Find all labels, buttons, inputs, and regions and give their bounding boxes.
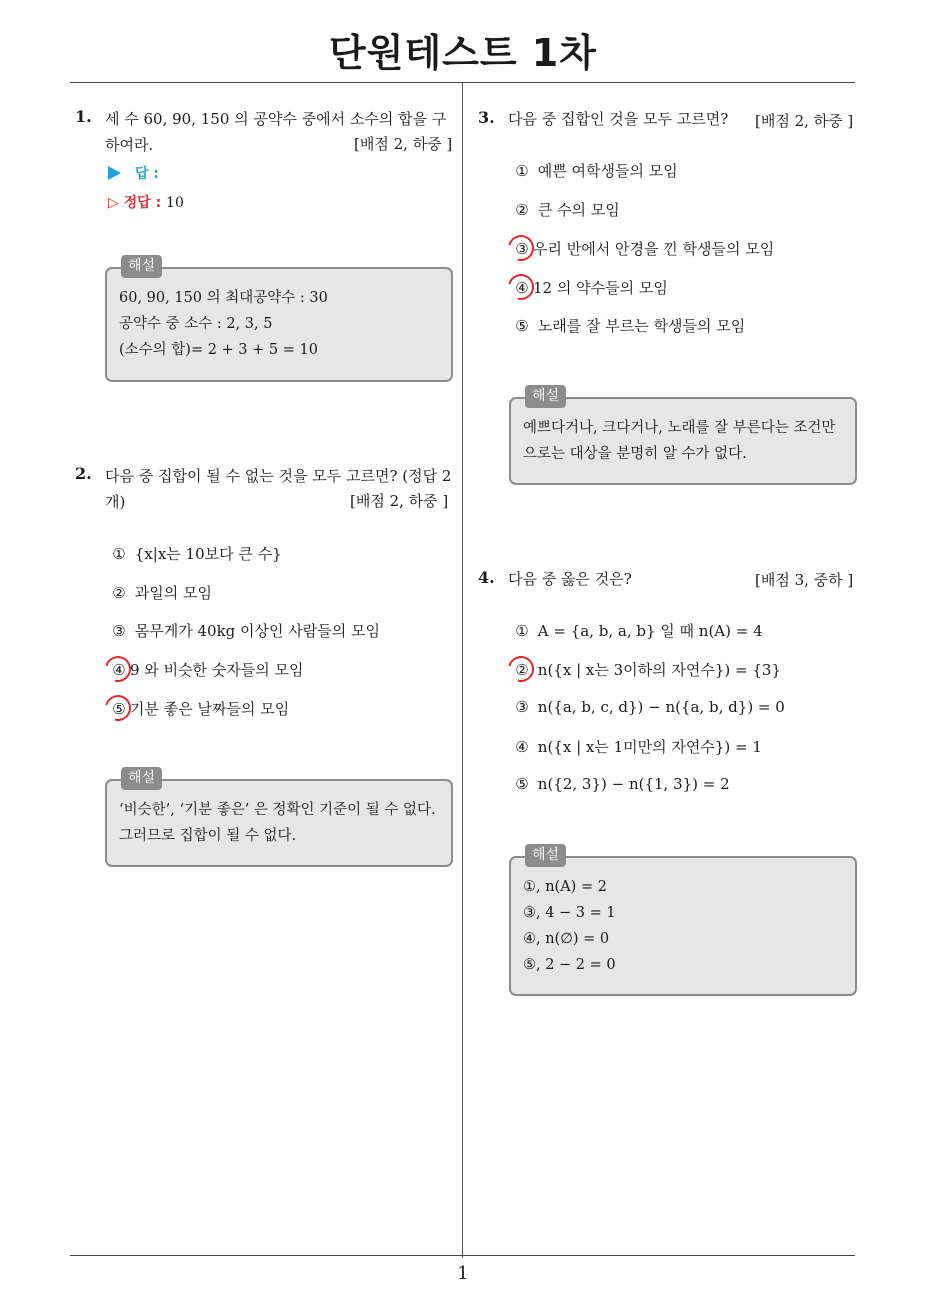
explanation-box [509,388,857,485]
answer-field[interactable] [108,163,159,183]
selected-circle-icon [503,230,539,266]
option-5[interactable]: ⑤ 기분 좋은 날짜들의 모임 [112,700,290,718]
selected-circle-icon [503,269,539,305]
selected-circle-icon [100,690,136,726]
page-number: 1 [457,1263,469,1284]
correct-label: ▷ 정답 : [108,195,162,211]
option-4[interactable]: ④ 12 의 약수들의 모임 [515,279,668,297]
question-meta: [배점 2, 하중 ] [354,135,453,153]
option-4[interactable]: ④ n({x | x는 1미만의 자연수}) = 1 [515,738,762,756]
explanation-tag: 해설 [525,844,566,867]
option-3[interactable]: ③ n({a, b, c, d}) − n({a, b, d}) = 0 [515,698,785,716]
explanation-tag: 해설 [121,255,162,278]
page-title: 단원테스트 1차 [329,31,597,75]
option-2[interactable]: ② n({x | x는 3이하의 자연수}) = {3} [515,661,781,679]
option-3[interactable]: ③ 몸무게가 40kg 이상인 사람들의 모임 [112,622,381,640]
explanation-box [509,847,857,996]
option-4[interactable]: ④ 9 와 비슷한 숫자들의 모임 [112,661,304,679]
explanation-line: ①, n(A) = 2 [523,879,607,895]
question-number: 1. [75,107,92,126]
footer-rule [70,1255,855,1256]
column-divider [462,83,463,1258]
question-number: 3. [478,108,495,127]
question-meta: [배점 2, 하중 ] [755,112,854,130]
play-icon [108,166,121,180]
option-2[interactable]: ② 과일의 모임 [112,584,212,602]
option-5[interactable]: ⑤ 노래를 잘 부르는 학생들의 모임 [515,317,746,335]
option-5[interactable]: ⑤ n({2, 3}) − n({1, 3}) = 2 [515,775,730,793]
explanation-line: 공약수 중 소수 : 2, 3, 5 [119,316,273,332]
option-1[interactable]: ① 예쁜 여학생들의 모임 [515,162,678,180]
question-text: 다음 중 집합인 것을 모두 고르면? [508,110,729,128]
selected-circle-icon [100,651,136,687]
explanation-text: 예쁘다거나, 크다거나, 노래를 잘 부른다는 조건만으로는 대상을 분명히 알 수가 없다. [523,420,836,462]
question-text: 세 수 60, 90, 150 의 공약수 중에서 소수의 합을 구하여라. [105,110,447,154]
explanation-tag: 해설 [525,385,566,408]
explanation-box [105,258,453,382]
question-text: 다음 중 집합이 될 수 없는 것을 모두 고르면? (정답 2개) [105,467,452,511]
option-1[interactable]: ① {x|x는 10보다 큰 수} [112,545,282,563]
explanation-line: ⑤, 2 − 2 = 0 [523,957,616,973]
explanation-tag: 해설 [121,767,162,790]
option-1[interactable]: ① A = {a, b, a, b} 일 때 n(A) = 4 [515,622,763,640]
question-meta: [배점 3, 중하 ] [755,571,854,589]
option-3[interactable]: ③ 우리 반에서 안경을 낀 학생들의 모임 [515,240,775,258]
option-2[interactable]: ② 큰 수의 모임 [515,201,620,219]
explanation-line: (소수의 합)= 2 + 3 + 5 = 10 [119,342,318,358]
question-text: 다음 중 옳은 것은? [508,570,632,588]
correct-value: 10 [166,195,184,211]
explanation-box [105,770,453,867]
question-number: 4. [478,568,495,587]
correct-answer [108,192,184,212]
explanation-line: ③, 4 − 3 = 1 [523,905,616,921]
question-number: 2. [75,464,92,483]
selected-circle-icon [503,651,539,687]
explanation-line: 60, 90, 150 의 최대공약수 : 30 [119,290,328,306]
question-meta: [배점 2, 하중 ] [350,492,449,510]
answer-label: 답 : [135,166,159,182]
explanation-line: ④, n(∅) = 0 [523,931,610,947]
explanation-text: ‘비슷한’, ‘기분 좋은’ 은 정확인 기준이 될 수 없다. 그러므로 집합이 될 수 없다. [119,802,436,844]
